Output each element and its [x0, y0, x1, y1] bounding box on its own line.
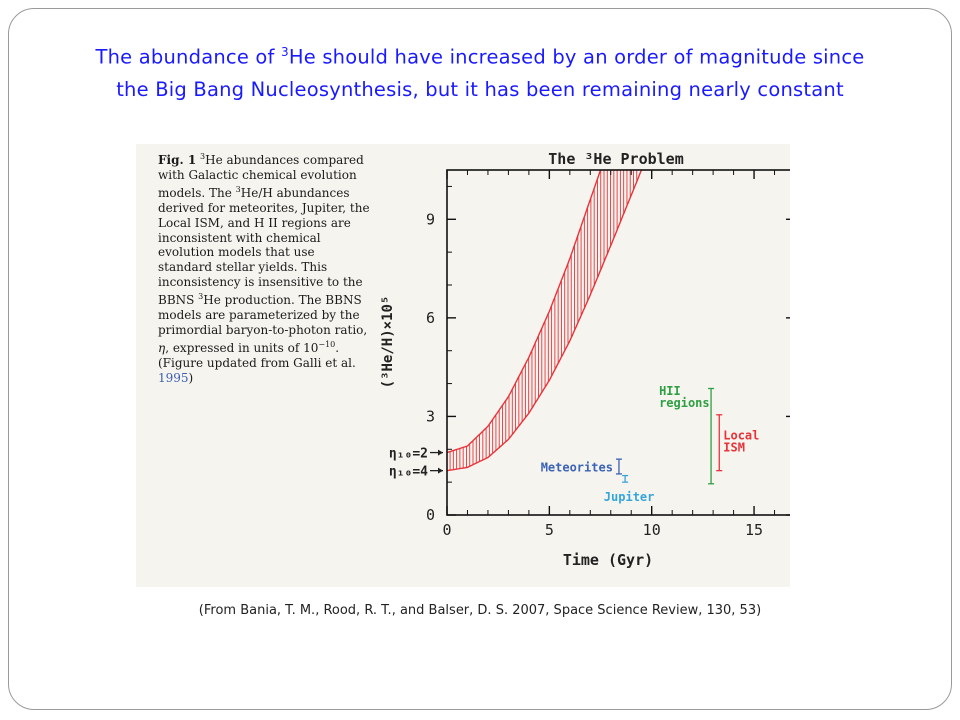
- model-band: [447, 144, 644, 471]
- x-tick-label: 15: [745, 521, 764, 539]
- ism-label-line1: Local: [723, 428, 760, 443]
- axis-ticks: [426, 170, 790, 539]
- figure-caption: Fig. 1 $^3$He abundances compared with Galactic chemical evolution models. The $^3$He/H abundances derived for meteorites, Jupiter, the Local ISM, and H II regions are inconsistent with chemical evolution models that use standard stellar yields. This inconsistency is insensitive to the BBNS $^3$He production. The BBNS models are parameterized by the primordial baryon-to-photon ratio, η, expressed in units of $10^{-10}$. (Figure updated from Galli et al. 1995): [158, 152, 370, 385]
- eta-label: η₁₀=2: [388, 446, 428, 462]
- hii-label-line2: regions: [659, 396, 710, 411]
- chart-title: The ³He Problem: [548, 150, 684, 168]
- y-tick-label: 9: [425, 210, 435, 229]
- x-tick-label: 0: [442, 521, 452, 539]
- eta-arrow-head: [438, 468, 443, 474]
- x-tick-label: 5: [544, 521, 554, 539]
- eta-label: η₁₀=4: [388, 464, 428, 480]
- y-axis-title: (³He/H)×10⁵: [380, 295, 396, 389]
- citation: (From Bania, T. M., Rood, R. T., and Balser, D. S. 2007, Space Science Review, 130, 53): [198, 603, 762, 618]
- slide-title-line-1: The abundance of $^3$He should have increased by an order of magnitude since: [95, 45, 865, 69]
- jupiter-label: Jupiter: [603, 489, 655, 504]
- observations: [541, 384, 760, 504]
- y-tick-label: 0: [425, 506, 435, 524]
- figure-panel: [136, 144, 790, 587]
- eta-arrow-head: [438, 450, 443, 456]
- eta-labels: [389, 447, 443, 480]
- y-tick-label: 6: [425, 308, 435, 327]
- he3-chart: [136, 144, 790, 587]
- x-axis-title: Time (Gyr): [562, 551, 654, 569]
- band-upper-curve: [447, 164, 603, 453]
- x-tick-label: 10: [642, 521, 661, 539]
- meteorites-label: Meteorites: [540, 460, 613, 475]
- slide-title-line-2: the Big Bang Nucleosynthesis, but it has been remaining nearly constant: [116, 78, 844, 101]
- ism-label-line2: ISM: [723, 440, 745, 455]
- y-tick-label: 3: [425, 407, 435, 426]
- hii-label-line1: HII: [659, 384, 681, 399]
